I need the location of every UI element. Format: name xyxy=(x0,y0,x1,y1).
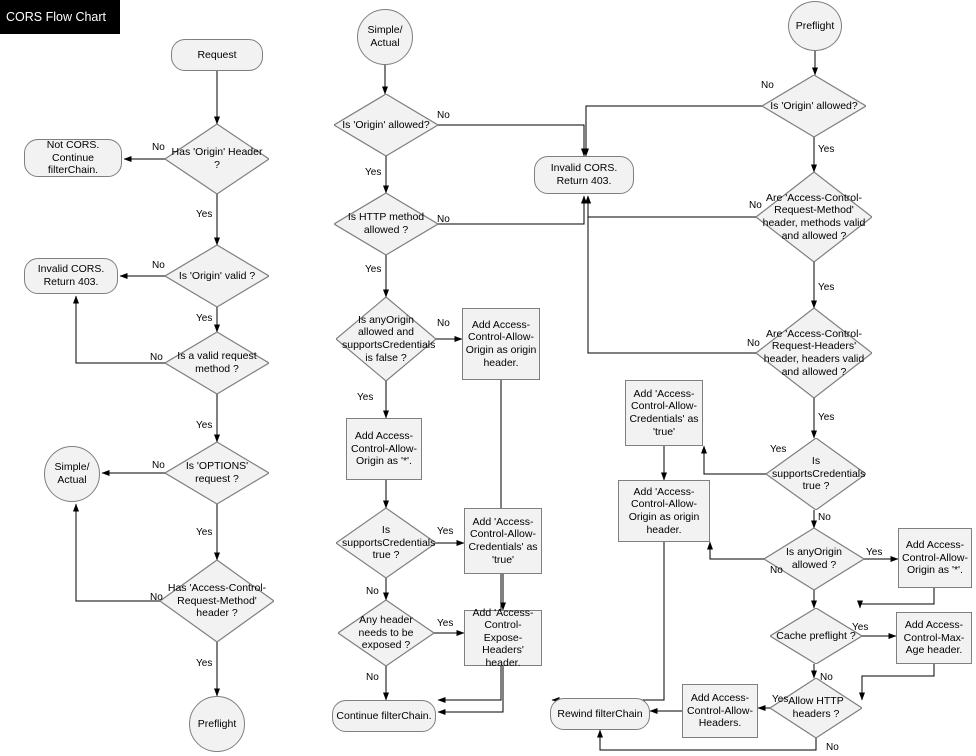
node-label: Add 'Access-Control-Expose-Headers' header. xyxy=(472,606,534,669)
node-label: Add 'Access-Control-Allow-Credentials' as 'true' xyxy=(629,387,699,438)
edge-label: Yes xyxy=(357,392,374,403)
node-r3[interactable] xyxy=(756,172,872,262)
node-n4[interactable] xyxy=(165,245,269,307)
edge-label: No xyxy=(818,512,831,523)
node-label: Simple/ Actual xyxy=(367,24,403,49)
node-m4[interactable] xyxy=(334,193,438,255)
node-label: Has 'Origin' Header ? xyxy=(171,146,263,171)
node-m11[interactable] xyxy=(464,606,542,669)
edge-label: No xyxy=(437,214,450,225)
node-m1[interactable] xyxy=(357,9,413,65)
node-label: Preflight xyxy=(197,717,237,730)
node-r9[interactable] xyxy=(898,528,972,588)
node-label: Has 'Access-Control-Request-Method' header ? xyxy=(167,582,267,620)
node-n6[interactable] xyxy=(165,332,269,394)
node-r13[interactable] xyxy=(682,684,758,738)
edge-label: No xyxy=(820,672,833,683)
edge-label: Yes xyxy=(866,547,883,558)
node-label: Add Access-Control-Allow-Origin as origin header. xyxy=(465,318,537,369)
node-label: Any header needs to be exposed ? xyxy=(358,614,414,652)
edge-label: Yes xyxy=(437,526,454,537)
edge-label: No xyxy=(826,742,839,753)
edge-label: Yes xyxy=(818,144,835,155)
node-label: Is anyOrigin allowed ? xyxy=(785,546,843,571)
edge-label: Yes xyxy=(852,622,869,633)
node-n7[interactable] xyxy=(165,442,269,504)
node-label: Is supportsCredentials true ? xyxy=(772,455,866,493)
node-m10[interactable] xyxy=(338,600,434,666)
node-n1[interactable] xyxy=(171,39,263,71)
node-label: Add Access-Control-Allow-Headers. xyxy=(687,692,753,730)
edge-label: Yes xyxy=(818,412,835,423)
node-m8[interactable] xyxy=(336,508,436,578)
node-label: Are 'Access-Control-Request-Method' header, methods valid and allowed ? xyxy=(762,191,866,242)
node-m5[interactable] xyxy=(336,297,436,381)
edge-label: Yes xyxy=(196,313,213,324)
node-label: Add 'Access-Control-Allow-Credentials' as 'true' xyxy=(468,515,538,566)
node-label: Invalid CORS. Return 403. xyxy=(37,263,105,288)
node-n8[interactable] xyxy=(44,446,100,502)
edge-label: No xyxy=(747,338,760,349)
node-m6[interactable] xyxy=(462,308,540,380)
node-label: Is HTTP method allowed ? xyxy=(347,211,425,236)
edge-label: No xyxy=(152,460,165,471)
edge-label: No xyxy=(150,592,163,603)
node-r7[interactable] xyxy=(618,480,710,542)
edge-label: Yes xyxy=(770,444,787,455)
edge-label: Yes xyxy=(365,264,382,275)
node-r11[interactable] xyxy=(896,612,972,664)
edge-label: No xyxy=(761,80,774,91)
node-label: Request xyxy=(197,48,237,61)
node-label: Add Access-Control-Max-Age header. xyxy=(903,619,965,657)
node-label: Are 'Access-Control-Request-Headers' header, headers valid and allowed ? xyxy=(763,327,865,378)
node-r12[interactable] xyxy=(770,678,862,738)
node-label: Simple/ Actual xyxy=(54,461,90,486)
edge-label: No xyxy=(366,672,379,683)
node-label: Is 'Origin' valid ? xyxy=(178,269,256,282)
node-n10[interactable] xyxy=(189,696,245,752)
node-m3[interactable] xyxy=(534,156,634,194)
node-m12[interactable] xyxy=(332,700,436,732)
edge-label: Yes xyxy=(772,694,789,705)
node-label: Is anyOrigin allowed and supportsCredentials is false ? xyxy=(342,313,436,364)
node-label: Rewind filterChain xyxy=(557,707,643,720)
node-label: Is supportsCredentials true ? xyxy=(342,524,436,562)
edge-label: No xyxy=(437,110,450,121)
node-label: Allow HTTP headers ? xyxy=(788,695,844,720)
edge-label: No xyxy=(150,352,163,363)
edge-label: No xyxy=(770,565,783,576)
node-m7[interactable] xyxy=(346,418,422,480)
edge-label: Yes xyxy=(818,282,835,293)
node-r14[interactable] xyxy=(550,698,650,730)
edge-label: No xyxy=(437,318,450,329)
edge-label: Yes xyxy=(196,527,213,538)
node-label: Add Access-Control-Allow-Origin as '*'. xyxy=(902,539,968,577)
node-label: Preflight xyxy=(795,19,835,32)
edge-label: Yes xyxy=(196,420,213,431)
node-n9[interactable] xyxy=(160,560,274,642)
node-label: Add Access-Control-Allow-Origin as '*'. xyxy=(351,430,417,468)
node-label: Continue filterChain. xyxy=(336,709,432,722)
node-r4[interactable] xyxy=(756,308,872,398)
node-r1[interactable] xyxy=(788,1,842,51)
edge-label: Yes xyxy=(365,167,382,178)
node-m9[interactable] xyxy=(464,508,542,574)
node-label: Invalid CORS. Return 403. xyxy=(550,162,618,187)
edge-label: Yes xyxy=(196,658,213,669)
node-label: Not CORS. Continue filterChain. xyxy=(46,139,100,177)
node-r8[interactable] xyxy=(764,528,864,590)
title-text: CORS Flow Chart xyxy=(6,10,107,24)
edge-label: Yes xyxy=(196,209,213,220)
node-label: Is 'OPTIONS' request ? xyxy=(185,460,249,485)
node-label: Cache preflight ? xyxy=(776,629,856,642)
node-label: Add 'Access-Control-Allow-Origin as origin header. xyxy=(628,485,700,536)
node-r10[interactable] xyxy=(770,608,862,664)
edge-label: No xyxy=(749,200,762,211)
node-label: Is 'Origin' allowed? xyxy=(770,99,858,112)
node-n5[interactable] xyxy=(24,258,118,294)
node-label: Is a valid request method ? xyxy=(177,350,257,375)
node-label: Is 'Origin' allowed? xyxy=(342,118,430,131)
page-title xyxy=(0,0,120,34)
node-n3[interactable] xyxy=(24,139,122,177)
edge-label: No xyxy=(152,260,165,271)
node-r6[interactable] xyxy=(625,380,703,446)
edge-label: No xyxy=(366,586,379,597)
edge-label: No xyxy=(152,142,165,153)
edge-label: Yes xyxy=(437,618,454,629)
node-m2[interactable] xyxy=(334,94,438,156)
node-r2[interactable] xyxy=(762,75,866,137)
node-n2[interactable] xyxy=(165,124,269,194)
